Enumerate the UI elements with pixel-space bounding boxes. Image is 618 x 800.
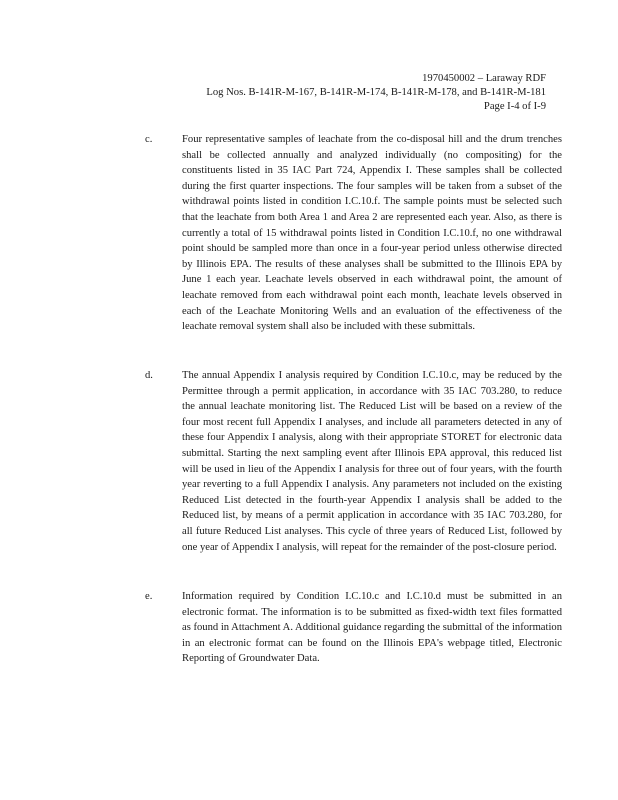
item-text: The annual Appendix I analysis required by Condition I.C.10.c, may be reduced by the Permittee through a permit application, in accordance with 35 IAC 703.280, to reduce the annual leachate monitoring list. The Reduced List will be based on a review of the four most recent full Appendix I analyses, and include all parameters detected in any of these four Appendix I analysis, along with their appropriate STORET for electronic data submittal. Starting the next sampling event after Illinois EPA approval, this reduced list will be used in lieu of the Appendix I analysis for three out of four years, with the fourth year reverting to a full Appendix I analysis. Any parameters not included on the existing Reduced List detected in the fourth-year Appendix I analysis shall be added to the Reduced list, by means of a permit application in accordance with 35 IAC 703.280, for all future Reduced List analyses. This cycle of three years of Reduced List, followed by one year of Appendix I analysis, will repeat for the remainder of the post-closure period. [182, 370, 562, 553]
header-facility-id: 1970450002 – Laraway RDF [422, 73, 546, 84]
header-log-numbers: Log Nos. B-141R-M-167, B-141R-M-174, B-141R-M-178, and B-141R-M-181 [206, 86, 546, 98]
item-text: Information required by Condition I.C.10.c and I.C.10.d must be submitted in an electronic format. The information is to be submitted as fixed-width text files formatted as found in Attachment A. Additional guidance regarding the submittal of the information in an electronic format can be found on the Illinois EPA's webpage titled, Electronic Reporting of Groundwater Data. [182, 591, 562, 665]
header-page-number: Page I-4 of I-9 [483, 100, 546, 112]
item-text: Four representative samples of leachate from the co-disposal hill and the drum trenches shall be collected annually and analyzed individually (no compositing) for the constituents listed in 35 IAC Part 724, Appendix I. These samples shall be collected during the first quarter inspections. The four samples will be taken from a subset of the withdrawal points listed in condition I.C.10.f. The sample points must be selected such that the leachate from both Area 1 and Area 2 are represented each year. Also, as there is currently a total of 15 withdrawal points listed in Condition I.C.10.f, no one withdrawal point should be sampled more than once in a four-year period unless otherwise directed by Illinois EPA. The results of these analyses shall be submitted to the Illinois EPA by June 1 each year. Leachate levels observed in each withdrawal point, the amount of leachate removed from each withdrawal point each month, leachate levels observed in each of the Leachate Monitoring Wells and an evaluation of the effectiveness of the leachate removal system shall also be included with these submittals. [182, 134, 562, 333]
page-header [206, 72, 546, 113]
item-letter: c. [145, 134, 153, 145]
item-letter: d. [145, 370, 153, 381]
item-letter: e. [145, 591, 153, 602]
